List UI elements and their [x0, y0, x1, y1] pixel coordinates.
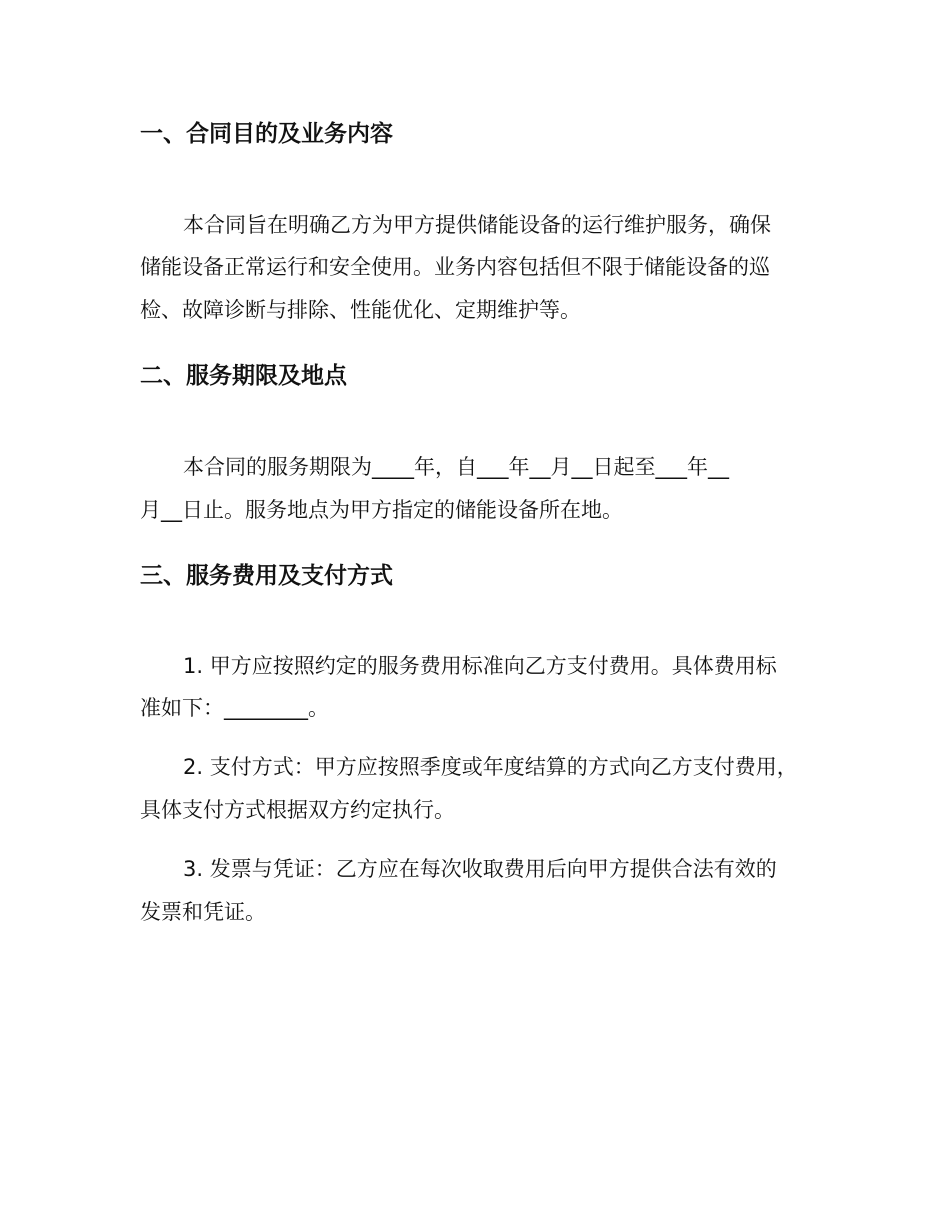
- section-1-paragraph-line: 本合同旨在明确乙方为甲方提供储能设备的运行维护服务，确保: [183, 213, 771, 237]
- fee-item-3-line: 发票和凭证。: [140, 900, 266, 924]
- section-2-paragraph-line: 本合同的服务期限为____年，自___年__月__日起至___年__: [183, 455, 729, 479]
- section-1-heading: 一、合同目的及业务内容: [140, 121, 393, 147]
- section-3-heading: 三、服务费用及支付方式: [140, 563, 393, 589]
- fee-item-1-line: 1. 甲方应按照约定的服务费用标准向乙方支付费用。具体费用标: [183, 654, 777, 678]
- fee-item-2-line: 2. 支付方式：甲方应按照季度或年度结算的方式向乙方支付费用，: [183, 755, 798, 779]
- section-1-paragraph-line: 检、故障诊断与排除、性能优化、定期维护等。: [140, 298, 581, 322]
- fee-item-2-line: 具体支付方式根据双方约定执行。: [140, 798, 455, 822]
- fee-item-1-line: 准如下：________。: [140, 696, 329, 720]
- section-1-paragraph-line: 储能设备正常运行和安全使用。业务内容包括但不限于储能设备的巡: [140, 255, 770, 279]
- section-2-paragraph-line: 月__日止。服务地点为甲方指定的储能设备所在地。: [140, 498, 623, 522]
- fee-item-3-line: 3. 发票与凭证：乙方应在每次收取费用后向甲方提供合法有效的: [183, 857, 777, 881]
- section-2-heading: 二、服务期限及地点: [140, 363, 347, 389]
